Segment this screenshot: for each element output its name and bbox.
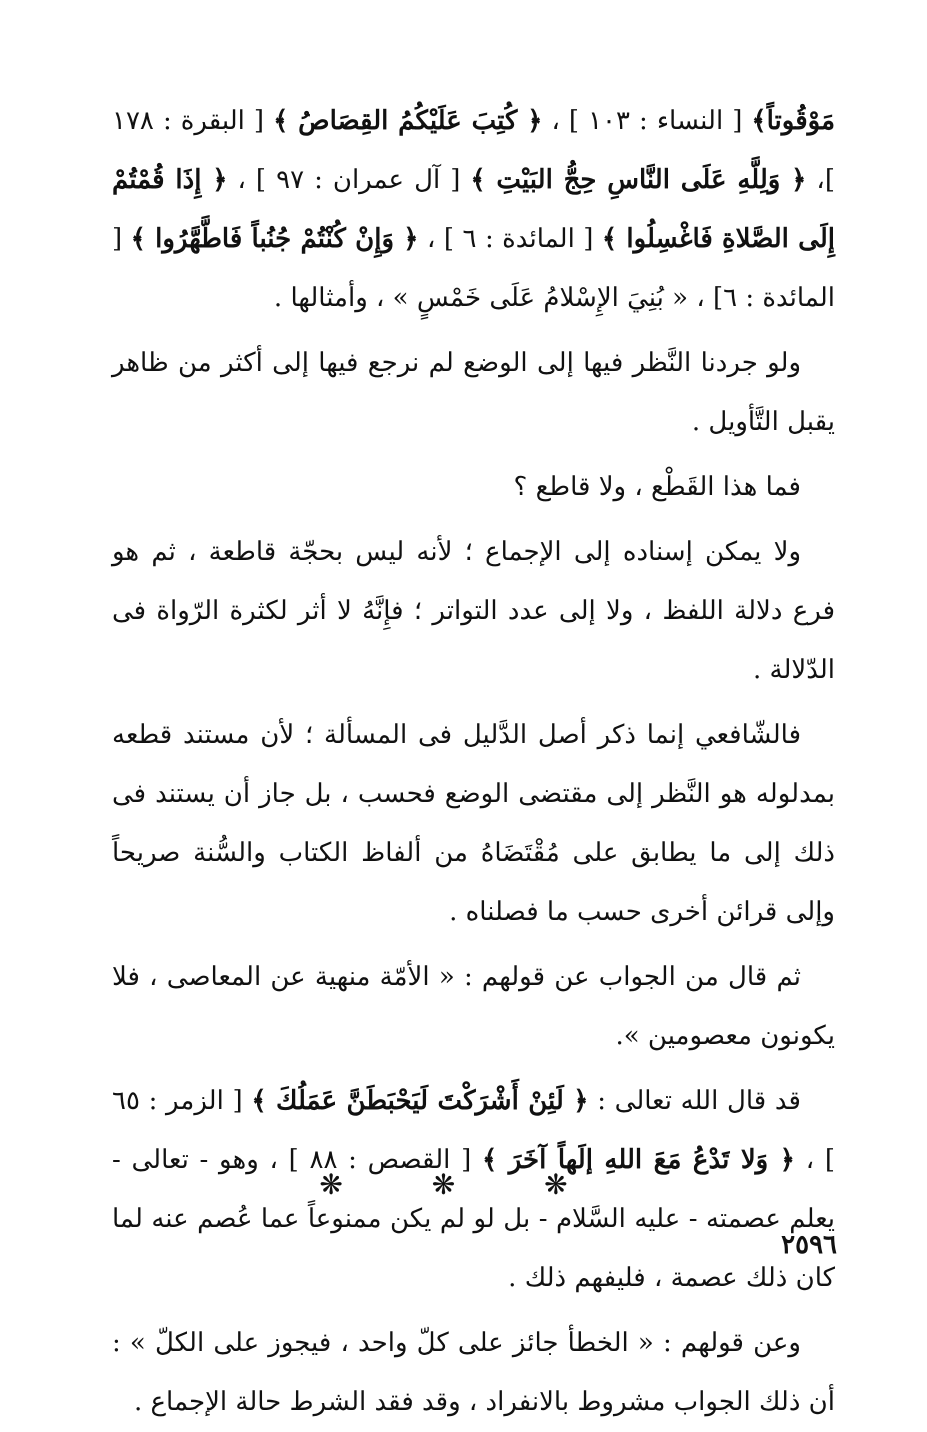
paragraph-answer-intro xyxy=(112,948,835,1066)
text-segment: فما هذا القَطْع ، ولا قاطع ؟ xyxy=(513,472,801,502)
paragraph-quran-examples xyxy=(112,92,835,328)
quran-verse: ﴿ كُتِبَ عَلَيْكُمُ القِصَاصُ ﴾ xyxy=(273,106,543,136)
quran-verse: ﴿ إِذَا قُمْتُمْ إِلَى الصَّلاةِ فَاغْسِلُوا ﴾ xyxy=(112,165,835,254)
text-segment: وعن قولهم : « الخطأ جائز على كلّ واحد ، فيجوز على الكلّ » : أن ذلك الجواب مشروط بالانفراد ، وقد فقد الشرط حالة الإجماع . xyxy=(112,1328,835,1417)
text-segment: [ الزمر : ٦٥ ] ، xyxy=(112,1086,835,1175)
paragraph-shafii xyxy=(112,706,835,942)
quran-verse: ﴿ وَإِنْ كُنْتُمْ جُنُباً فَاطَّهَّرُوا ﴾ xyxy=(130,224,419,254)
text-segment: [ القصص : ٨٨ ] ، وهو - تعالى - يعلم عصمته - عليه السَّلام - بل لو لم يكن ممنوعاً عما عُصم عنه لما كان ذلك عصمة ، فليفهم ذلك . xyxy=(112,1145,835,1293)
section-separator: ❋ ❋ ❋ xyxy=(319,1168,608,1201)
quran-verse: ﴿ وَلا تَدْعُ مَعَ اللهِ إلَهاً آخَرَ ﴾ xyxy=(481,1145,795,1175)
text-segment: ثم قال من الجواب عن قولهم : « الأمّة منهية عن المعاصى ، فلا يكونون معصومين ». xyxy=(112,962,835,1051)
text-segment: ولو جردنا النَّظر فيها إلى الوضع لم نرجع فيها إلى أكثر من ظاهر يقبل التَّأويل . xyxy=(112,348,835,437)
page-number: ٢٥٩٦ xyxy=(781,1230,837,1260)
text-segment: قد قال الله تعالى : xyxy=(588,1086,801,1116)
text-segment: ولا يمكن إسناده إلى الإجماع ؛ لأنه ليس بحجّة قاطعة ، ثم هو فرع دلالة اللفظ ، ولا إلى عدد التواتر ؛ فإِنَّهُ لا أثر لكثرة الرّواة فى الدّلالة . xyxy=(112,537,835,685)
text-segment: [ آل عمران : ٩٧ ] ، xyxy=(227,165,471,195)
body-text xyxy=(112,92,835,1432)
quran-verse: ﴿ لَئِنْ أَشْرَكْتَ لَيَحْبَطَنَّ عَمَلُكَ ﴾ xyxy=(251,1086,589,1116)
quran-verse: مَوْقُوتاً﴾ xyxy=(751,106,836,136)
paragraph-error-claim xyxy=(112,1314,835,1432)
text-segment: [ المائدة : ٦] ، « بُنِيَ الإِسْلامُ عَلَى خَمْسٍ » ، وأمثالها . xyxy=(112,224,835,313)
text-segment: فالشّافعي إنما ذكر أصل الدَّليل فى المسألة ؛ لأن مستند قطعه بمدلوله هو النَّظر إلى مقتضى الوضع فحسب ، بل جاز أن يستند فى ذلك إلى ما يطابق على مُقْتَضَاهُ من ألفاظ الكتاب والسُّنة صريحاً وإلى قرائن أخرى حسب ما فصلناه . xyxy=(112,720,835,927)
text-segment: [ المائدة : ٦ ] ، xyxy=(418,224,602,254)
quran-verse: ﴿ وَلِلَّهِ عَلَى النَّاسِ حِجُّ البَيْتِ ﴾ xyxy=(470,165,807,195)
paragraph-consensus xyxy=(112,523,835,700)
paragraph-question xyxy=(112,458,835,517)
paragraph-interpretation xyxy=(112,334,835,452)
text-segment: [ البقرة : ١٧٨ ]، xyxy=(112,106,835,195)
text-segment: [ النساء : ١٠٣ ] ، xyxy=(542,106,752,136)
